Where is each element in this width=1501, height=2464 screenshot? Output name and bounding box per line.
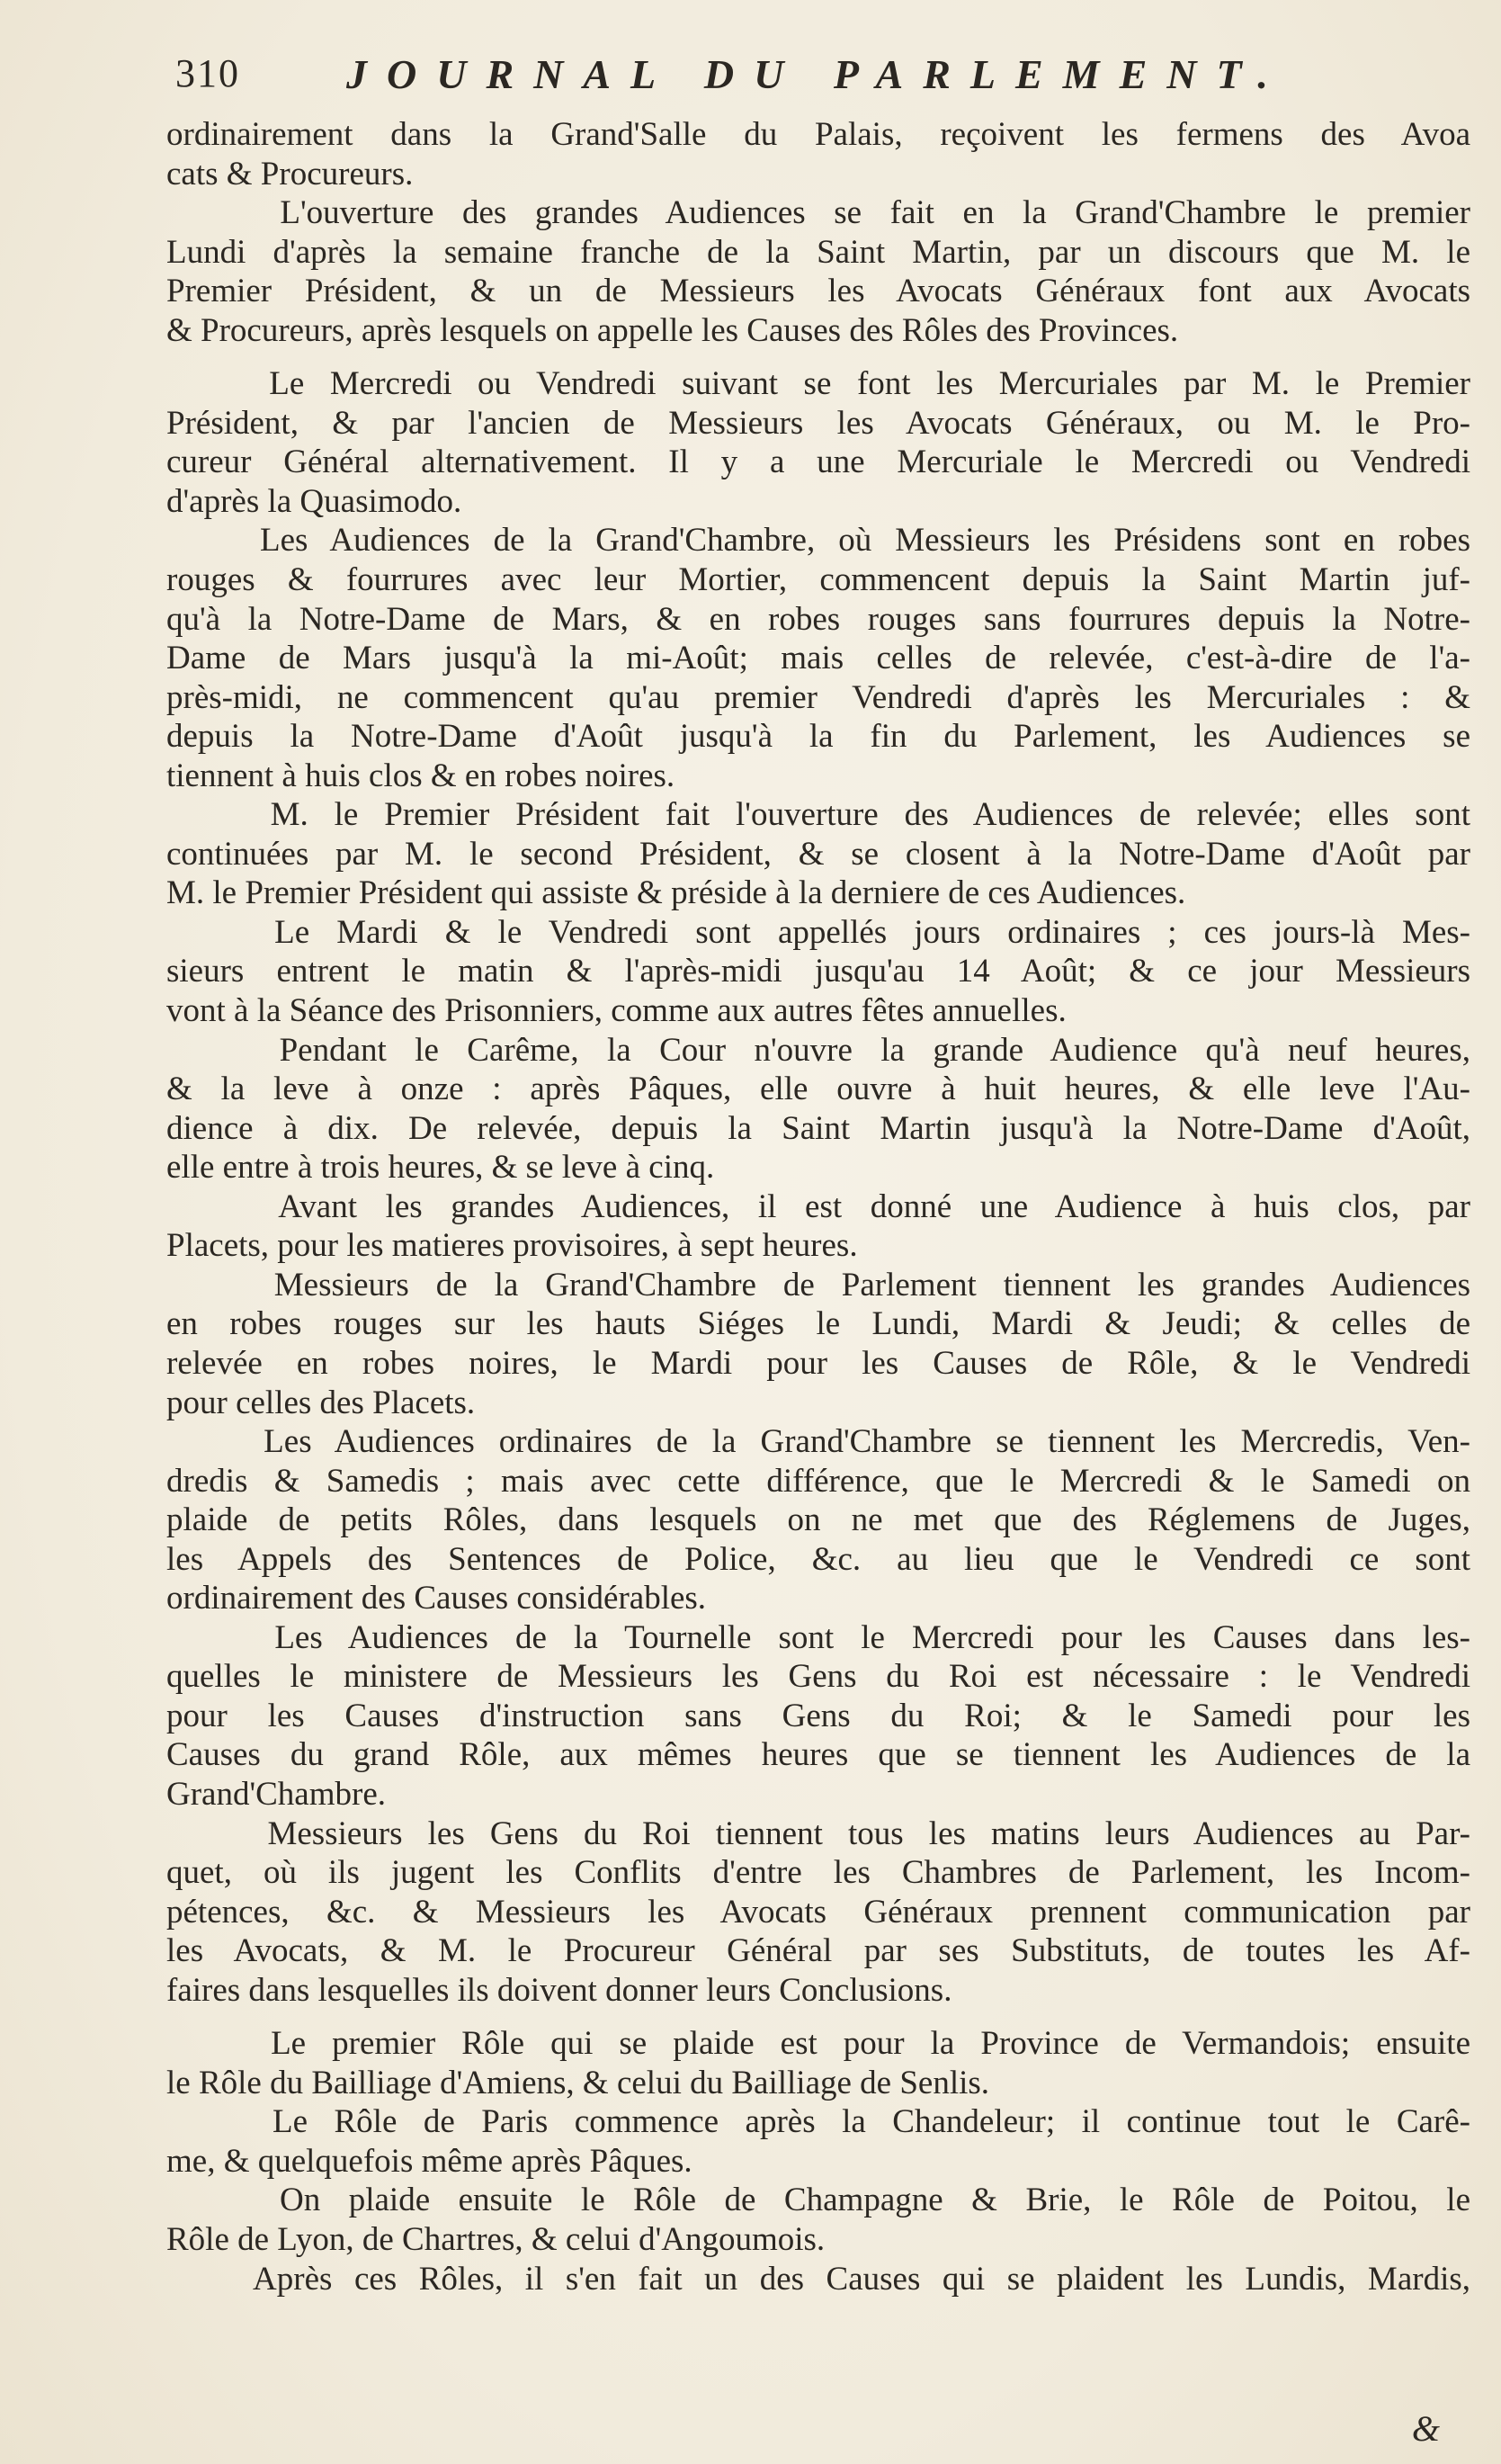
page-header bbox=[175, 50, 1452, 113]
text-line: faires dans lesquelles ils doivent donner leurs Conclusions. bbox=[166, 1971, 952, 2009]
text-line: On plaide ensuite le Rôle de Champagne & Brie, le Rôle de Poitou, le bbox=[166, 2182, 1470, 2219]
text-line: Après ces Rôles, il s'en fait un des Causes qui se plaident les Lundis, Mardis, bbox=[166, 2260, 1470, 2298]
text-line: depuis la Notre-Dame d'Août jusqu'à la fin du Parlement, les Audiences se bbox=[166, 718, 1470, 756]
text-line: Le premier Rôle qui se plaide est pour la Province de Vermandois; ensuite bbox=[166, 2025, 1470, 2063]
text-line: plaide de petits Rôles, dans lesquels on ne met que des Réglemens de Juges, bbox=[166, 1501, 1470, 1539]
text-line: près-midi, ne commencent qu'au premier Vendredi d'après les Mercuriales : & bbox=[166, 678, 1470, 716]
text-line: Avant les grandes Audiences, il est donné une Audience à huis clos, par bbox=[166, 1187, 1470, 1225]
text-line: Rôle de Lyon, de Chartres, & celui d'Angoumois. bbox=[166, 2220, 826, 2258]
text-line: quet, où ils jugent les Conflits d'entre les Chambres de Parlement, les Incom- bbox=[166, 1854, 1470, 1892]
text-line: Président, & par l'ancien de Messieurs les Avocats Généraux, ou M. le Pro- bbox=[166, 404, 1470, 442]
text-line: Pendant le Carême, la Cour n'ouvre la grande Audience qu'à neuf heures, bbox=[166, 1031, 1470, 1069]
text-line: sieurs entrent le matin & l'après-midi jusqu'au 14 Août; & ce jour Messieurs bbox=[166, 953, 1470, 990]
text-line: Les Audiences de la Grand'Chambre, où Messieurs les Présidens sont en robes bbox=[166, 522, 1470, 560]
text-line: qu'à la Notre-Dame de Mars, & en robes rouges sans fourrures depuis la Notre- bbox=[166, 600, 1470, 638]
page-number: 310 bbox=[175, 51, 240, 95]
running-title: JOURNAL DU PARLEMENT. bbox=[346, 51, 1288, 97]
text-line: tiennent à huis clos & en robes noires. bbox=[166, 757, 675, 794]
text-line: Lundi d'après la semaine franche de la Saint Martin, par un discours que M. le bbox=[166, 233, 1470, 271]
text-line: dredis & Samedis ; mais avec cette différence, que le Mercredi & le Samedi on bbox=[166, 1462, 1470, 1500]
text-line: dience à dix. De relevée, depuis la Saint Martin jusqu'à la Notre-Dame d'Août, bbox=[166, 1109, 1470, 1147]
text-line: Le Mercredi ou Vendredi suivant se font les Mercuriales par M. le Premier bbox=[166, 365, 1470, 403]
text-line: continuées par M. le second Président, & se closent à la Notre-Dame d'Août par bbox=[166, 835, 1470, 873]
text-line: Les Audiences ordinaires de la Grand'Chambre se tiennent les Mercredis, Ven- bbox=[166, 1423, 1470, 1461]
text-line: Messieurs les Gens du Roi tiennent tous les matins leurs Audiences au Par- bbox=[166, 1814, 1470, 1852]
text-line: Dame de Mars jusqu'à la mi-Août; mais celles de relevée, c'est-à-dire de l'a- bbox=[166, 640, 1470, 677]
text-line: & Procureurs, après lesquels on appelle les Causes des Rôles des Provinces. bbox=[166, 311, 1179, 349]
text-line: cureur Général alternativement. Il y a une Mercuriale le Mercredi ou Vendredi bbox=[166, 444, 1470, 481]
body-text bbox=[166, 115, 1470, 2298]
text-line: me, & quelquefois même après Pâques. bbox=[166, 2142, 692, 2180]
text-line: Le Rôle de Paris commence après la Chandeleur; il continue tout le Carê- bbox=[166, 2103, 1470, 2141]
text-line: & la leve à onze : après Pâques, elle ouvre à huit heures, & elle leve l'Au- bbox=[166, 1071, 1470, 1108]
text-line: M. le Premier Président qui assiste & préside à la derniere de ces Audiences. bbox=[166, 874, 1186, 912]
text-line: rouges & fourrures avec leur Mortier, commencent depuis la Saint Martin juf- bbox=[166, 561, 1470, 599]
text-line: Messieurs de la Grand'Chambre de Parlement tiennent les grandes Audiences bbox=[166, 1266, 1470, 1304]
text-line: elle entre à trois heures, & se leve à cinq. bbox=[166, 1149, 715, 1187]
text-line: Placets, pour les matieres provisoires, à sept heures. bbox=[166, 1227, 858, 1265]
text-line: ordinairement dans la Grand'Salle du Palais, reçoivent les fermens des Avoa bbox=[166, 116, 1470, 153]
text-line: d'après la Quasimodo. bbox=[166, 482, 462, 520]
text-line: pour les Causes d'instruction sans Gens du Roi; & le Samedi pour les bbox=[166, 1697, 1470, 1734]
text-line: pétences, &c. & Messieurs les Avocats Généraux prennent communication par bbox=[166, 1893, 1470, 1931]
text-line: Le Mardi & le Vendredi sont appellés jours ordinaires ; ces jours-là Mes- bbox=[166, 913, 1470, 951]
text-line: pour celles des Placets. bbox=[166, 1384, 476, 1421]
text-line: cats & Procureurs. bbox=[166, 155, 414, 193]
text-line: en robes rouges sur les hauts Siéges le Lundi, Mardi & Jeudi; & celles de bbox=[166, 1305, 1470, 1343]
text-line: quelles le ministere de Messieurs les Gens du Roi est nécessaire : le Vendredi bbox=[166, 1658, 1470, 1696]
text-line: Grand'Chambre. bbox=[166, 1775, 387, 1813]
text-line: les Appels des Sentences de Police, &c. au lieu que le Vendredi ce sont bbox=[166, 1540, 1470, 1578]
text-line: les Avocats, & M. le Procureur Général par ses Substituts, de toutes les Af- bbox=[166, 1932, 1470, 1970]
text-line: le Rôle du Bailliage d'Amiens, & celui du Bailliage de Senlis. bbox=[166, 2064, 990, 2101]
text-line: vont à la Séance des Prisonniers, comme aux autres fêtes annuelles. bbox=[166, 992, 1067, 1030]
catchword: & bbox=[1411, 2408, 1440, 2449]
text-line: Premier Président, & un de Messieurs les Avocats Généraux font aux Avocats bbox=[166, 273, 1470, 310]
text-line: relevée en robes noires, le Mardi pour les Causes de Rôle, & le Vendredi bbox=[166, 1344, 1470, 1382]
text-line: M. le Premier Président fait l'ouverture des Audiences de relevée; elles sont bbox=[166, 796, 1470, 834]
text-line: ordinairement des Causes considérables. bbox=[166, 1580, 707, 1617]
text-line: Les Audiences de la Tournelle sont le Mercredi pour les Causes dans les- bbox=[166, 1618, 1470, 1656]
text-line: L'ouverture des grandes Audiences se fait en la Grand'Chambre le premier bbox=[166, 194, 1470, 232]
text-line: Causes du grand Rôle, aux mêmes heures que se tiennent les Audiences de la bbox=[166, 1736, 1470, 1774]
